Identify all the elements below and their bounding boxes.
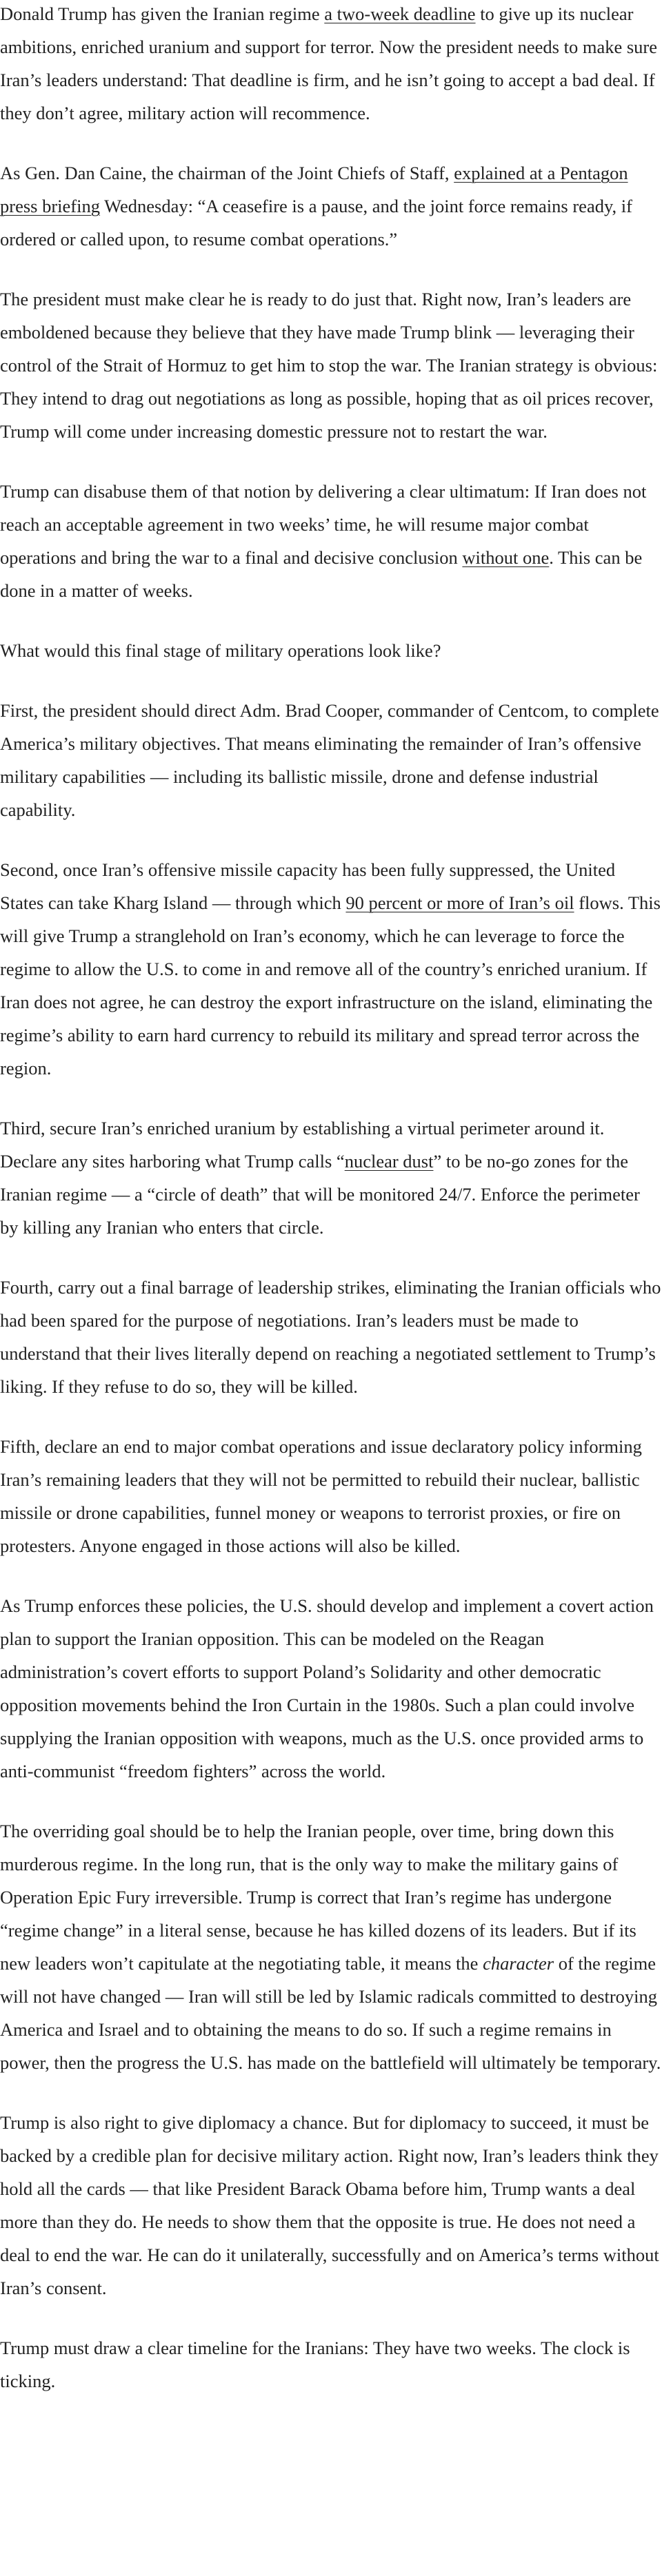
paragraph-9: Fourth, carry out a final barrage of leadership strikes, eliminating the Iranian officials who had been spared for the purpose of negotiations. Iran’s leaders must be made to understand that their lives literally depend on reaching a negotiated settlement to Trump’s liking. If they refuse to do so, they will be killed. — [0, 1277, 661, 1397]
paragraph-10: Fifth, declare an end to major combat operations and issue declaratory policy informing Iran’s remaining leaders that they will not be permitted to rebuild their nuclear, ballistic missile or drone capabilities, funnel money or weapons to terrorist proxies, or fire on protesters. Anyone engaged in those actions will also be killed. — [0, 1436, 642, 1556]
paragraph-7: Second, once Iran’s offensive missile capacity has been fully suppressed, the United States can take Kharg Island — through which 90 percent or more of Iran’s oil flows. This will give Trump a stranglehold on Iran’s economy, which he can leverage to force the regime to allow the U.S. to come in and remove all of the country’s enriched uranium. If Iran does not agree, he can destroy the export infrastructure on the island, eliminating the regime’s ability to earn hard currency to rebuild its military and spread terror across the region. — [0, 859, 661, 1079]
link-without-one[interactable]: without one — [462, 547, 550, 568]
link-two-week-deadline[interactable]: a two-week deadline — [324, 3, 476, 24]
emphasis-character: character — [483, 1953, 554, 1974]
paragraph-5: What would this final stage of military operations look like? — [0, 640, 441, 661]
paragraph-8: Third, secure Iran’s enriched uranium by establishing a virtual perimeter around it. Declare any sites harboring what Trump calls “nuclear dust” to be no-go zones for the Iranian regime — a “circle of death” that will be monitored 24/7. Enforce the perimeter by killing any Iranian who enters that circle. — [0, 1118, 640, 1238]
link-nuclear-dust[interactable]: nuclear dust — [344, 1151, 434, 1172]
paragraph-1: Donald Trump has given the Iranian regime a two-week deadline to give up its nuclear ambitions, enriched uranium and support for terror. Now the president needs to make sure Iran’s leaders understand: That deadline is firm, and he isn’t going to accept a bad deal. If they don’t agree, military action will recommence. — [0, 3, 658, 123]
paragraph-6: First, the president should direct Adm. Brad Cooper, commander of Centcom, to complete America’s military objectives. That means eliminating the remainder of Iran’s offensive military capabilities — including its ballistic missile, drone and defense industrial capability. — [0, 700, 659, 820]
paragraph-2: As Gen. Dan Caine, the chairman of the Joint Chiefs of Staff, explained at a Pentagon press briefing Wednesday: “A ceasefire is a pause, and the joint force remains ready, if ordered or called upon, to resume combat operations.” — [0, 163, 632, 249]
paragraph-13: Trump is also right to give diplomacy a chance. But for diplomacy to succeed, it must be backed by a credible plan for decisive military action. Right now, Iran’s leaders think they hold all the cards — that like President Barack Obama before him, Trump wants a deal more than they do. He needs to show them that the opposite is true. He does not need a deal to end the war. He can do it unilaterally, successfully and on America’s terms without Iran’s consent. — [0, 2112, 659, 2298]
paragraph-11: As Trump enforces these policies, the U.S. should develop and implement a covert action plan to support the Iranian opposition. This can be modeled on the Reagan administration’s covert efforts to support Poland’s Solidarity and other democratic opposition movements behind the Iron Curtain in the 1980s. Such a plan could involve supplying the Iranian opposition with weapons, much as the U.S. once provided arms to anti-communist “freedom fighters” across the world. — [0, 1595, 654, 1781]
link-pentagon-press-briefing[interactable]: explained at a Pentagon press briefing — [0, 163, 628, 216]
paragraph-14: Trump must draw a clear timeline for the Iranians: They have two weeks. The clock is ticking. — [0, 2338, 630, 2391]
paragraph-12: The overriding goal should be to help the Iranian people, over time, bring down this murderous regime. In the long run, that is the only way to make the military gains of Operation Epic Fury irreversible. Trump is correct that Iran’s regime has undergone “regime change” in a literal sense, because he has killed dozens of its leaders. But if its new leaders won’t capitulate at the negotiating table, it means the character of the regime will not have changed — Iran will still be led by Islamic radicals committed to destroying America and Israel and to obtaining the means to do so. If such a regime remains in power, then the progress the U.S. has made on the battlefield will ultimately be temporary. — [0, 1821, 661, 2073]
paragraph-3: The president must make clear he is ready to do just that. Right now, Iran’s leaders are emboldened because they believe that they have made Trump blink — leveraging their control of the Strait of Hormuz to get him to stop the war. The Iranian strategy is obvious: They intend to drag out negotiations as long as possible, hoping that as oil prices recover, Trump will come under increasing domestic pressure not to restart the war. — [0, 289, 658, 442]
link-iran-oil-share[interactable]: 90 percent or more of Iran’s oil — [345, 892, 574, 913]
paragraph-4: Trump can disabuse them of that notion by delivering a clear ultimatum: If Iran does not reach an acceptable agreement in two weeks’ time, he will resume major combat operations and bring the war to a final and decisive conclusion without one. This can be done in a matter of weeks. — [0, 481, 647, 601]
